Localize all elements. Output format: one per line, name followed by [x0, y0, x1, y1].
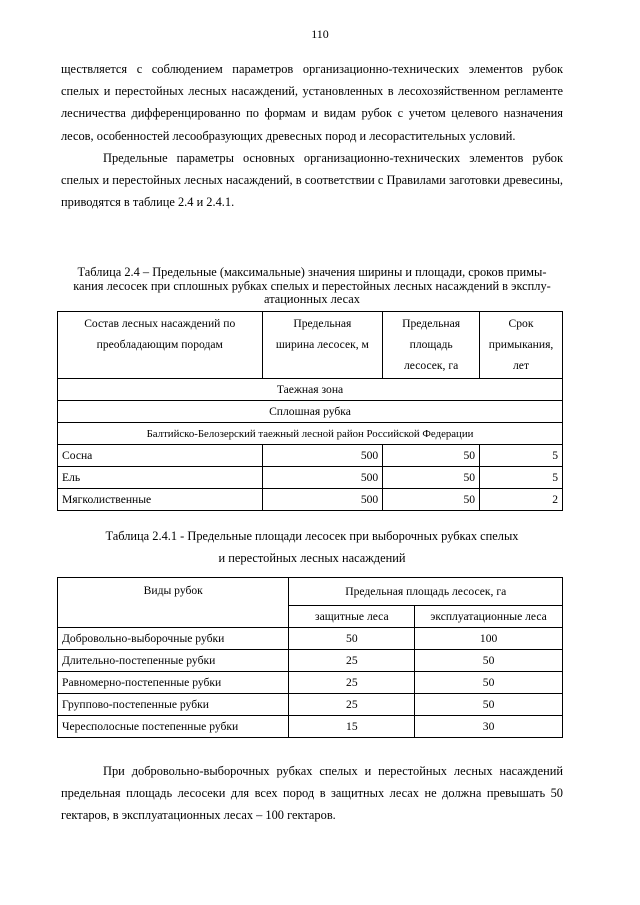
table-row — [58, 467, 563, 489]
caption-line: Таблица 2.4 – Предельные (максимальные) значения ширины и площади, сроков примы- — [77, 265, 547, 279]
body-text-top — [61, 58, 563, 213]
paragraph-parameters: Предельные параметры основных организационно-технических элементов рубок спелых и перестойных лесных насаждений, в соответствии с Правилами заготовки древесины, приводятся в таблице 2.4 и 2.4.1. — [61, 150, 563, 210]
species-cell: Мягколиственные — [58, 489, 263, 511]
cut-type-cell: Сплошная рубка — [58, 401, 563, 423]
table-row — [58, 650, 563, 672]
operational-cell: 50 — [415, 694, 563, 716]
header-width: Предельная ширина лесосек, м — [262, 312, 383, 379]
caption-line: и перестойных лесных насаждений — [218, 551, 406, 565]
width-cell: 500 — [262, 489, 383, 511]
paragraph-continuation: ществляется с соблюдением параметров организационно-технических элементов рубок спелых и перестойных лесных насаждений, установленных в лесохозяйственном регламенте лесничества дифференцированно по формам и видам рубок с учетом целевого назначения лесов, особенностей лесообразующих древесных пород и лесорастительных условий. — [61, 62, 563, 143]
operational-cell: 50 — [415, 672, 563, 694]
header-term: Срок примыкания, лет — [480, 312, 563, 379]
cut-type-row — [58, 401, 563, 423]
protective-cell: 25 — [289, 650, 415, 672]
protective-cell: 25 — [289, 694, 415, 716]
region-cell: Балтийско-Белозерский таежный лесной район Российской Федерации — [58, 423, 563, 445]
term-cell: 5 — [480, 445, 563, 467]
protective-cell: 25 — [289, 672, 415, 694]
caption-line: кания лесосек при сплошных рубках спелых и перестойных лесных насаждений в эксплу- — [73, 278, 551, 293]
operational-cell: 30 — [415, 716, 563, 738]
zone-cell: Таежная зона — [58, 379, 563, 401]
area-cell: 50 — [383, 467, 480, 489]
term-cell: 2 — [480, 489, 563, 511]
cut-kind-cell: Равномерно-постепенные рубки — [58, 672, 289, 694]
cut-kind-cell: Длительно-постепенные рубки — [58, 650, 289, 672]
protective-cell: 15 — [289, 716, 415, 738]
region-row — [58, 423, 563, 445]
species-cell: Сосна — [58, 445, 263, 467]
cut-kind-cell: Группово-постепенные рубки — [58, 694, 289, 716]
area-cell: 50 — [383, 445, 480, 467]
table-header-row — [58, 312, 563, 379]
table-row — [58, 628, 563, 650]
table-2-4-1-caption — [61, 525, 563, 569]
table-header-row — [58, 578, 563, 606]
cut-kind-cell: Добровольно-выборочные рубки — [58, 628, 289, 650]
area-cell: 50 — [383, 489, 480, 511]
body-text-bottom — [61, 760, 563, 827]
width-cell: 500 — [262, 445, 383, 467]
header-cut-kind: Виды рубок — [58, 578, 289, 628]
protective-cell: 50 — [289, 628, 415, 650]
width-cell: 500 — [262, 467, 383, 489]
table-2-4 — [57, 311, 563, 511]
header-operational: эксплуатационные леса — [415, 606, 563, 628]
zone-row — [58, 379, 563, 401]
header-species: Состав лесных насаждений по преобладающим породам — [58, 312, 263, 379]
operational-cell: 50 — [415, 650, 563, 672]
table-2-4-caption — [61, 266, 563, 307]
paragraph-selective-cutting: При добровольно-выборочных рубках спелых и перестойных лесных насаждений предельная площадь лесосеки для всех пород в защитных лесах не должна превышать 50 гектаров, в эксплуатационных лесах – 100 гектаров. — [61, 764, 563, 823]
table-row — [58, 489, 563, 511]
table-row — [58, 672, 563, 694]
operational-cell: 100 — [415, 628, 563, 650]
table-2-4-1 — [57, 577, 563, 738]
header-protective: защитные леса — [289, 606, 415, 628]
term-cell: 5 — [480, 467, 563, 489]
table-row — [58, 445, 563, 467]
header-area: Предельная площадь лесосек, га — [383, 312, 480, 379]
page-number: 110 — [311, 27, 329, 41]
table-row — [58, 716, 563, 738]
caption-line: атационных лесах — [264, 292, 360, 307]
cut-kind-cell: Чересполосные постепенные рубки — [58, 716, 289, 738]
species-cell: Ель — [58, 467, 263, 489]
header-max-area: Предельная площадь лесосек, га — [289, 578, 563, 606]
caption-line: Таблица 2.4.1 - Предельные площади лесосек при выборочных рубках спелых — [105, 529, 519, 543]
table-row — [58, 694, 563, 716]
